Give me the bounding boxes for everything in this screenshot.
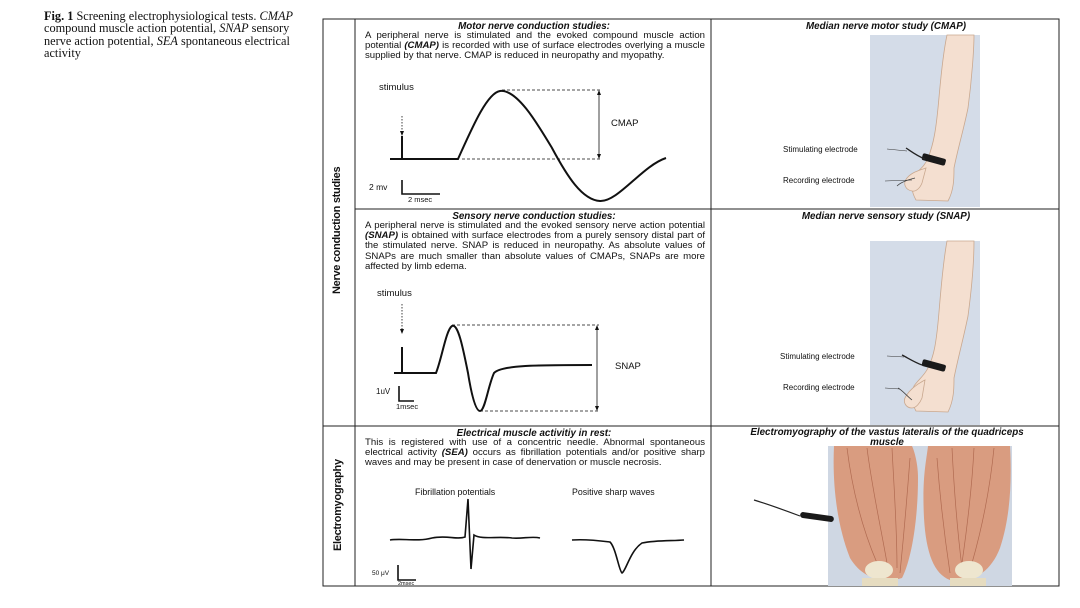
motor-image-title: Median nerve motor study (CMAP) — [805, 21, 967, 32]
motor-description — [365, 31, 705, 62]
figure-graphics — [322, 18, 1062, 588]
positive-sharp-waves-label: Positive sharp waves — [572, 487, 655, 497]
sensory-stimulus-label: stimulus — [377, 288, 412, 299]
caption-abbr-cmap: CMAP — [259, 9, 293, 23]
motor-stim-electrode-label: Stimulating electrode — [783, 145, 858, 154]
emg-title: Electrical muscle activitiy in rest: — [456, 428, 612, 439]
cmap-label: CMAP — [611, 118, 639, 129]
cmap-waveform — [390, 90, 666, 201]
sensory-description — [365, 221, 705, 272]
motor-text-b: is recorded with use of surface electrodes overlying a muscle supplied by that nerve. CMAP is reduced in neuropathy and myopathy. — [365, 40, 705, 62]
motor-title: Motor nerve conduction studies: — [458, 21, 610, 32]
snap-waveform — [394, 304, 599, 411]
caption-def-sea: spontaneous electrical activity — [44, 33, 290, 61]
sensory-title: Sensory nerve conduction studies: — [452, 211, 616, 222]
sensory-text-a: A peripheral nerve is stimulated and the evoked sensory nerve action potential — [365, 220, 705, 231]
emg-scale-bar — [398, 565, 416, 580]
motor-rec-electrode-label: Recording electrode — [783, 176, 855, 185]
emg-scale-x: 2msec — [398, 581, 415, 587]
sensory-rec-electrode-label: Recording electrode — [783, 383, 855, 392]
figure-caption — [44, 10, 294, 60]
figure-panel — [322, 18, 1062, 588]
emg-text-abbr: (SEA) — [441, 447, 468, 459]
caption-abbr-sea: SEA — [156, 33, 178, 48]
motor-text-a: A peripheral nerve is stimulated and the evoked compound muscle action potential — [365, 30, 705, 52]
sensory-scale-y: 1uV — [376, 387, 391, 396]
arm-illustration-sensory — [870, 241, 980, 425]
row-label-nerve-conduction: Nerve conduction studies — [331, 166, 343, 294]
emg-image-title: Electromyography of the vastus lateralis of the quadriceps muscle — [750, 427, 1024, 448]
row-label-electromyography: Electromyography — [332, 459, 344, 551]
positive-sharp-waveform — [572, 540, 684, 573]
motor-stimulus-label: stimulus — [379, 82, 414, 93]
emg-text-b: occurs as fibrillation potentials and/or positive sharp waves and may be present in case of denervation or muscle necrosis. — [365, 447, 705, 469]
caption-abbr-snap: SNAP — [219, 21, 249, 36]
fibrillation-label: Fibrillation potentials — [415, 487, 496, 497]
arm-illustration-motor — [870, 35, 980, 207]
sensory-text-b: is obtained with surface electrodes from a purely sensory distal part of the stimulated nerve. SNAP is reduced in neuropathy. As absolute values of SNAPs are much smaller than absolute values of CMAPs, SNAPs are more affected by limb edema. — [365, 230, 705, 272]
fibrillation-waveform — [390, 499, 540, 569]
caption-def-snap: sensory nerve action potential, — [44, 21, 290, 48]
caption-intro: Screening electrophysiological tests. — [76, 9, 257, 23]
emg-description — [365, 438, 705, 469]
caption-def-cmap: compound muscle action potential, — [44, 21, 217, 36]
motor-scale-y: 2 mv — [369, 182, 388, 192]
sensory-text-abbr: (SNAP) — [365, 230, 399, 242]
snap-label: SNAP — [615, 361, 641, 372]
thigh-muscle-illustration — [754, 446, 1012, 586]
emg-text-a: This is registered with use of a concentric needle. Abnormal spontaneous electrical activity — [365, 437, 705, 459]
emg-scale-y: 50 μV — [372, 570, 390, 577]
motor-text-abbr: (CMAP) — [404, 40, 439, 52]
figure-label: Fig. 1 — [44, 9, 74, 23]
sensory-stim-electrode-label: Stimulating electrode — [780, 352, 855, 361]
sensory-image-title: Median nerve sensory study (SNAP) — [801, 211, 971, 222]
sensory-scale-x: 1msec — [396, 402, 419, 411]
motor-scale-x: 2 msec — [408, 195, 433, 204]
